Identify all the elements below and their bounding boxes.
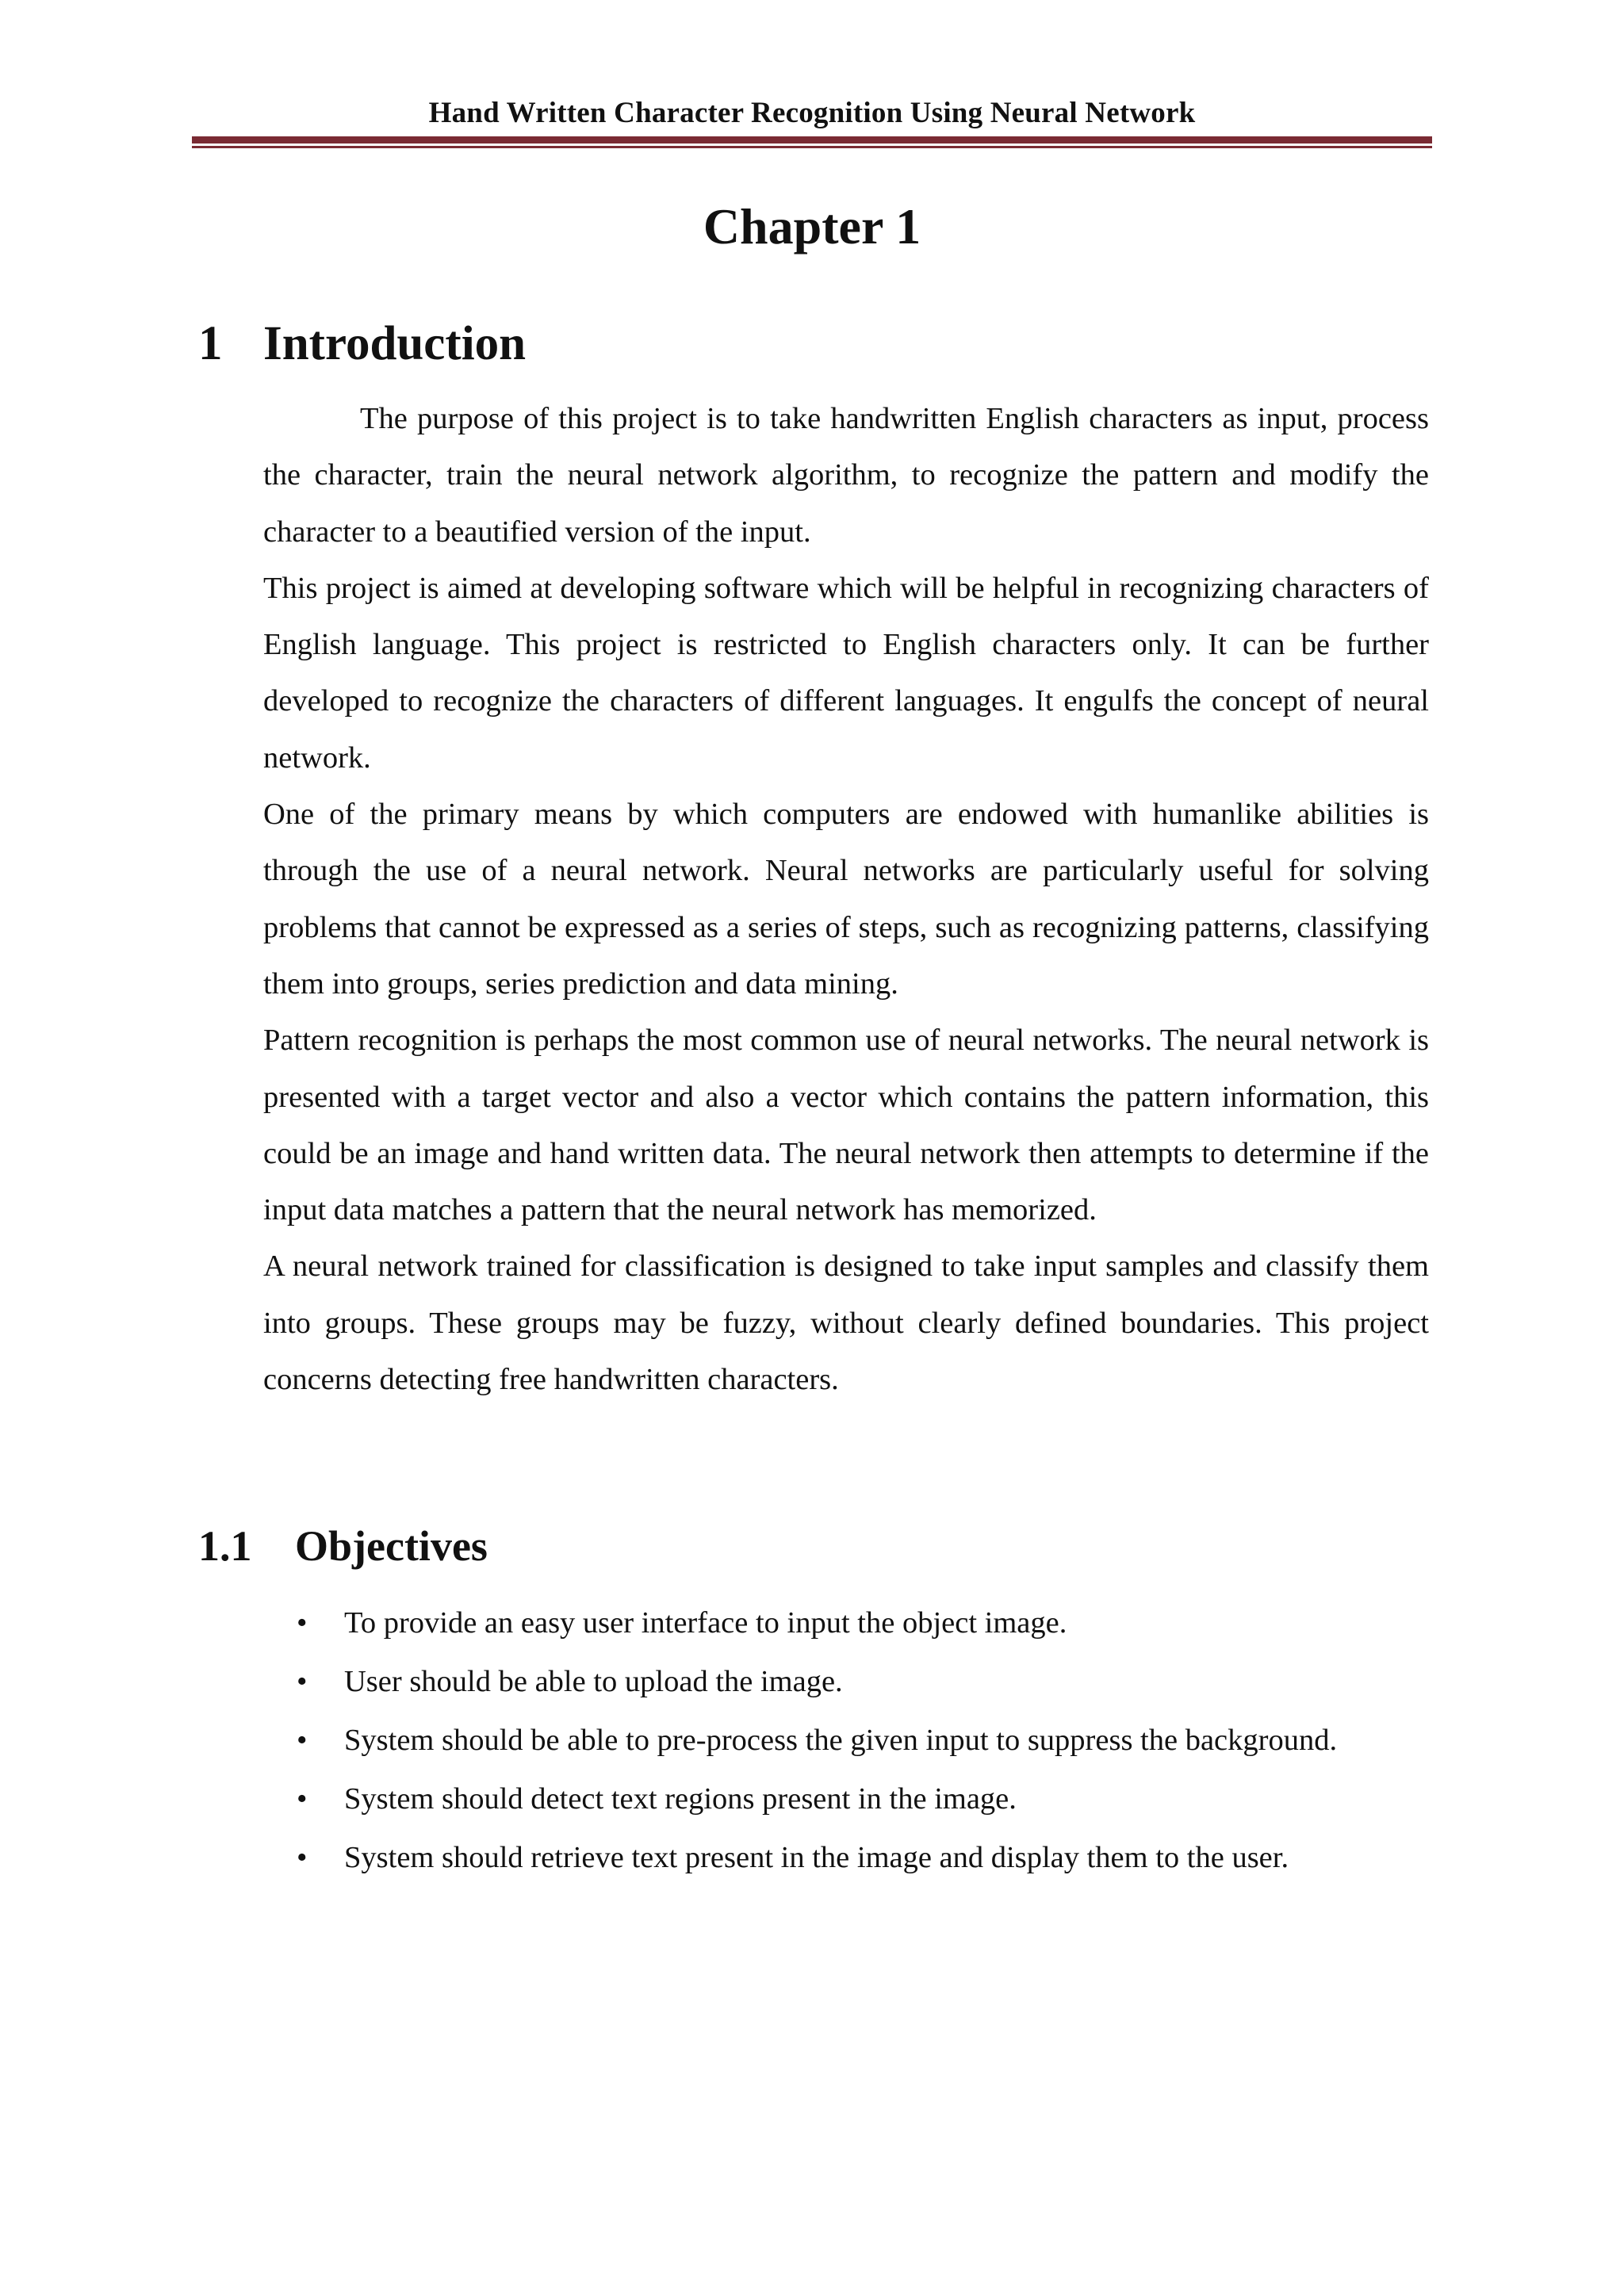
list-item-text: System should be able to pre-process the given input to suppress the background. [344,1724,1338,1757]
section-number: 1 [198,317,223,370]
paragraph: A neural network trained for classification is designed to take input samples and classify them into groups. These groups may be fuzzy, without clearly defined boundaries. This project concerns detecting free handwritten characters. [263,1249,1429,1397]
bullet-icon: • [297,1782,308,1816]
list-item [263,1711,1429,1770]
paragraph: The purpose of this project is to take handwritten English characters as input, process the character, train the neural network algorithm, to recognize the pattern and modify the character to a beautified version of the input. [263,402,1429,549]
section-title: Introduction [263,317,527,370]
section-number: 1.1 [198,1522,252,1570]
list-item [263,1594,1429,1652]
list-item-text: To provide an easy user interface to input the object image. [344,1606,1067,1640]
section-title: Objectives [295,1522,488,1570]
list-item [263,1828,1429,1887]
bullet-icon: • [297,1724,308,1757]
header-rule-thick [192,136,1432,144]
bullet-icon: • [297,1841,308,1874]
section-heading-introduction [198,312,526,376]
bullet-icon: • [297,1606,308,1640]
paragraph: One of the primary means by which computers are endowed with humanlike abilities is through the use of a neural network. Neural networks are particularly useful for solving problems that cannot be expressed as a series of steps, such as recognizing patterns, classifying them into groups, series prediction and data mining. [263,798,1429,1001]
paragraph: This project is aimed at developing software which will be helpful in recognizing characters of English language. This project is restricted to English characters only. It can be further developed to recognize the characters of different languages. It engulfs the concept of neural network. [263,571,1429,775]
list-item-text: System should retrieve text present in the image and display them to the user. [344,1841,1289,1874]
introduction-body [263,391,1429,1408]
list-item-text: User should be able to upload the image. [344,1665,843,1698]
paragraph: Pattern recognition is perhaps the most common use of neural networks. The neural network is presented with a target vector and also a vector which contains the pattern information, this could be an image and hand written data. The neural network then attempts to determine if the input data matches a pattern that the neural network has memorized. [263,1024,1429,1227]
list-item [263,1770,1429,1828]
chapter-title: Chapter 1 [703,198,921,254]
list-item [263,1652,1429,1711]
bullet-icon: • [297,1665,308,1698]
running-header: Hand Written Character Recognition Using Neural Network [428,97,1196,129]
objectives-list [263,1594,1429,1887]
section-heading-objectives [198,1517,488,1575]
header-rule-thin [192,146,1432,148]
header-rule [192,136,1432,148]
list-item-text: System should detect text regions present in the image. [344,1782,1017,1816]
